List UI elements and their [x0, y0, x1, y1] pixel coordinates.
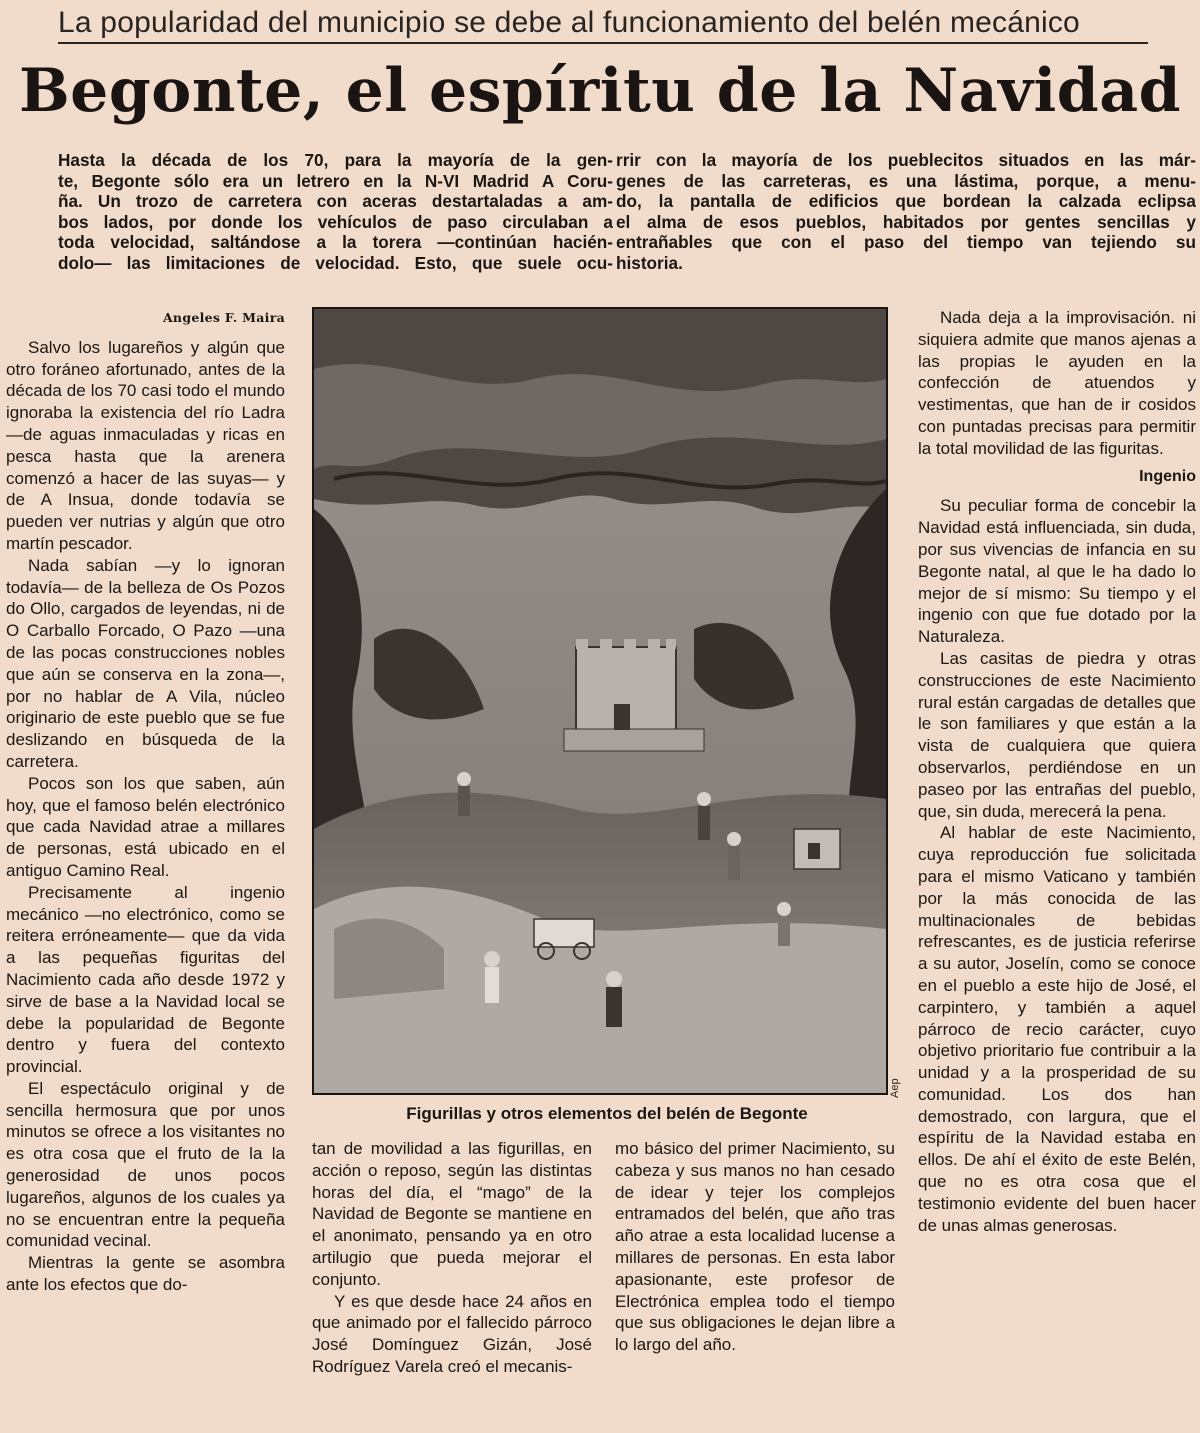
- lede-line: ña. Un trozo de carretera con aceras destartaladas a am-: [58, 191, 613, 212]
- photo-caption: Figurillas y otros elementos del belén de Begonte: [406, 1104, 808, 1123]
- paragraph: Salvo los lugareños y algún que otro foráneo afortunado, antes de la década de los 70 casi todo el mundo ignoraba la existencia del río Ladra —de aguas inmaculadas y ricas en pesca hasta que la arenera comenzó a hacer de las suyas— y de A Insua, donde todavía se pueden ver nutrias y algún que otro martín pescador.: [6, 337, 285, 553]
- photo-credit: Aep: [889, 1078, 901, 1098]
- lede-line: toda velocidad, saltándose a la torera —continúan hacién-: [58, 232, 613, 253]
- paragraph: Nada sabían —y lo ignoran todavía— de la belleza de Os Pozos do Ollo, cargados de leyendas, ni de O Carballo Forcado, O Pazo —una de las pocas construcciones nobles que aún se conserva en la zona—, por no hablar de A Vila, núcleo originario de este pueblo que se fue deslizando en búsqueda de la carretera.: [6, 555, 285, 771]
- subhead-ingenio: Ingenio: [1139, 467, 1196, 485]
- paragraph: Las casitas de piedra y otras construcciones de este Nacimiento rural están cargadas de detalles que le son familiares y que están a la vista de cualquiera que quiera observarlos, perdiéndose en un paseo por las entrañas del pueblo, que, sin duda, merecerá la pena.: [918, 648, 1196, 821]
- lede-line: Hasta la década de los 70, para la mayoría de la gen-: [58, 150, 613, 170]
- kicker-headline: La popularidad del municipio se debe al funcionamiento del belén mecánico: [58, 6, 1148, 44]
- paragraph: Pocos son los que saben, aún hoy, que el famoso belén electrónico que cada Navidad atrae a millares de personas, está ubicado en el antiguo Camino Real.: [6, 773, 285, 880]
- paragraph: Precisamente al ingenio mecánico —no electrónico, como se reitera erróneamente— que da vida a las pequeñas figuritas del Nacimiento cada año desde 1972 y sirve de base a la Navidad local se debe la popularidad de Begonte dentro y fuera del contexto provincial.: [6, 882, 285, 1077]
- paragraph: tan de movilidad a las figurillas, en acción o reposo, según las distintas horas del día, el “mago” de la Navidad de Begonte se mantiene en el anonimato, pensando ya en otro artilugio que pueda mejorar el conjunto.: [312, 1139, 592, 1289]
- lede-line: bos lados, por donde los vehículos de paso circulaban a: [58, 211, 613, 232]
- lede-right: [616, 150, 1196, 274]
- paragraph: Al hablar de este Nacimiento, cuya reproducción fue solicitada para el mismo Vaticano y también por la más conocida de las multinacionales de bebidas refrescantes, es de justicia referirse a su autor, Joselín, como se conoce en el pueblo a este hijo de José, el carpintero, y también a aquel párroco de recio carácter, cuyo objetivo prioritario fue contribuir a la unidad y a la prosperidad de su comunidad. Los dos han demostrado, con largura, que el espíritu de la Navidad estaba en ellos. De ahí el éxito de este Belén, que no es otra cosa que el testimonio evidente del buen hacer de unas almas generosas.: [918, 823, 1196, 1235]
- page-title: Begonte, el espíritu de la Navidad: [18, 56, 1182, 126]
- paragraph: Nada deja a la improvisación. ni siquiera admite que manos ajenas a las propias le ayuden en la confección de atuendos y vestimentas, que han de ir cosidos con puntadas precisas para permitir la total movilidad de las figuritas.: [918, 308, 1196, 458]
- nativity-photo: [312, 307, 888, 1095]
- paragraph: Su peculiar forma de concebir la Navidad está influenciada, sin duda, por sus vivencias de infancia en su Begonte natal, al que le ha dado lo mejor de sí mismo: Su tiempo y el ingenio con que fue dotado por la Naturaleza.: [918, 496, 1196, 647]
- lede-line: te, Begonte sólo era un letrero en la N-VI Madrid A Coru-: [58, 170, 613, 191]
- lede-line: dolo— las limitaciones de velocidad. Esto, que suele ocu-: [58, 252, 613, 273]
- column-4: [918, 307, 1196, 1236]
- paragraph: mo básico del primer Nacimiento, su cabeza y sus manos no han cesado de idear y tejer los complejos entramados del belén, que año tras año atrae a esta localidad lucense a millares de personas. En esta labor apasionante, este profesor de Electrónica emplea todo el tiempo que sus obligaciones le dejan libre a lo largo del año.: [615, 1139, 895, 1355]
- column-1: [6, 307, 285, 1296]
- byline: Angeles F. Maira: [162, 310, 285, 325]
- lede-line: entrañables que con el paso del tiempo van tejiendo su: [616, 232, 1196, 253]
- lede-line: do, la pantalla de edificios que bordean la calzada eclipsa: [616, 191, 1196, 212]
- paragraph: El espectáculo original y de sencilla hermosura que por unos minutos se ofrece a los visitantes no es otra cosa que el fruto de la la generosidad de unos pocos lugareños, algunos de los cuales ya no se encuentran entre la pequeña comunidad vecinal.: [6, 1078, 285, 1251]
- paragraph: Y es que desde hace 24 años en que animado por el fallecido párroco José Domínguez Gizán, José Rodríguez Varela creó el mecanis-: [312, 1291, 592, 1376]
- paragraph: Mientras la gente se asombra ante los efectos que do-: [6, 1253, 285, 1295]
- lede-line: el alma de esos pueblos, habitados por gentes sencillas y: [616, 211, 1196, 232]
- column-3: [615, 1138, 895, 1356]
- lede-line: historia.: [616, 252, 683, 273]
- lede-line: rrir con la mayoría de los pueblecitos situados en las már-: [616, 150, 1196, 170]
- lede-line: genes de las carreteras, es una lástima, porque, a menu-: [616, 170, 1196, 191]
- column-2: [312, 1138, 592, 1378]
- photo-illustration: [314, 309, 886, 1093]
- lede-left: [58, 150, 613, 274]
